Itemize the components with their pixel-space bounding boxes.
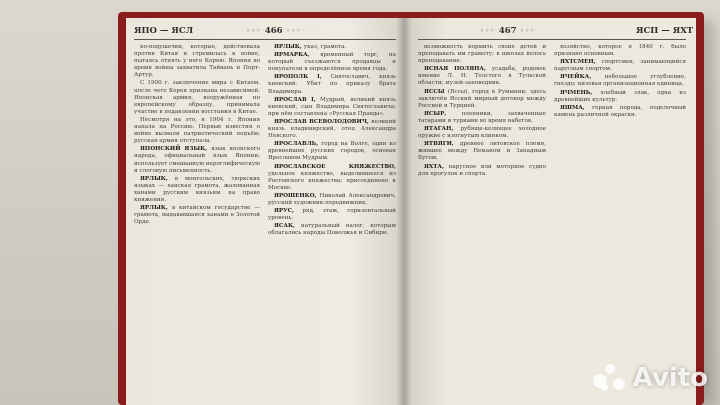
entry-term: ЯХТСМЕН,	[560, 59, 602, 66]
dictionary-entry	[418, 126, 546, 140]
entry-text: усадьба, родовое имение Л. Н. Толстого в Тульской области; музей-заповедник.	[418, 66, 546, 87]
dictionary-entry	[418, 44, 546, 65]
right-page-column-2	[554, 44, 686, 405]
dictionary-entry	[268, 44, 396, 51]
entry-text: ко-подушечки, которые, действовала против Китая и стремилась к войне, пытаясь отнять у него Корею. Япония во время войны захватила Тайвань и Порт-Артур.	[134, 44, 260, 79]
entry-text: пленники, захваченные татарами и турками во время набегов.	[418, 110, 546, 124]
entry-text: натуральный налог, которым облагались народы Поволжья и Сибири.	[268, 223, 396, 237]
right-page	[404, 18, 696, 405]
entry-term: ЯТВЯГИ,	[424, 141, 460, 148]
entry-text: парусное или моторное судно для прогулок и спорта.	[418, 163, 546, 177]
entry-text: древнее литовское племя, жившее между Неманом и Западным Бугом.	[418, 141, 546, 162]
entry-text: указ, грамота.	[303, 44, 347, 50]
dictionary-entry	[418, 141, 546, 162]
entry-text: великий князь владимирский, отец Александра Невского.	[268, 118, 396, 140]
entry-text: в монгольских, тюркских языках — ханская грамота, жалованная ханами русским князьям на право княжения.	[134, 175, 260, 203]
left-page-number: ◦◦◦ 466 ◦◦◦	[246, 26, 302, 36]
entry-text: удельное княжество, выделившееся из Ростовского княжества; присоединено к Москве.	[268, 170, 396, 191]
dictionary-entry	[418, 66, 546, 87]
left-page-header: ЯПО — ЯСЛ	[134, 26, 194, 36]
dictionary-entry	[418, 111, 546, 125]
right-page-number: ◦◦◦ 467 ◦◦◦	[480, 26, 536, 36]
ornament-icon: ◦◦◦	[246, 26, 265, 35]
entry-text: С 1900 г. заключение мира с Китаем, после чего Корея признана независимой. Японская армия, вооружённая по европейскому образцу, принимала участие в подавлении восстания в Китае.	[134, 80, 260, 115]
entry-term: ЯРОПОЛК I,	[274, 74, 331, 81]
entry-text: ряд, этаж, горизонтальный уровень.	[268, 208, 396, 222]
dictionary-entry	[268, 223, 396, 237]
dictionary-entry	[554, 59, 686, 73]
left-page-column-2	[268, 44, 396, 405]
header-rule	[134, 39, 396, 40]
dictionary-entry	[134, 117, 260, 145]
entry-term: ЯПОНСКИЙ ЯЗЫК,	[140, 146, 212, 153]
dictionary-entry	[268, 119, 396, 140]
dictionary-entry	[554, 74, 686, 88]
dictionary-entry	[554, 105, 686, 119]
entry-text: Несмотря на это, в 1904 г. Япония напала на Россию. Первые известия о войне вызвали патриотический подъём; русская армия отступала.	[134, 116, 260, 145]
entry-text: Николай Александрович, русский художник-передвижник.	[268, 192, 396, 206]
entry-term: ЯРОСЛАВ ВСЕВОЛОДОВИЧ,	[274, 118, 372, 125]
entry-term: ЯЧМЕНЬ,	[560, 89, 601, 96]
entry-text: (Яссы), город в Румынии; здесь заключён Ясский мирный договор между Россией и Турцией.	[418, 88, 546, 109]
entry-term: ЯРОСЛАВЛЬ,	[274, 141, 322, 148]
dictionary-entry	[268, 141, 396, 162]
dictionary-entry	[268, 97, 396, 118]
avito-logo-icon	[593, 364, 627, 392]
entry-text: временный торг, на который съезжаются продавцы и покупатели в определённое время года.	[268, 52, 396, 73]
dictionary-entry	[268, 74, 396, 95]
entry-term: ЯРЛЫК,	[140, 205, 172, 212]
header-rule	[418, 39, 686, 40]
right-page-column-1	[418, 44, 546, 405]
dictionary-entry	[268, 164, 396, 192]
entry-text: Мудрый, великий князь киевский, сын Владимира Святославича; при нём составлена «Русская Правда».	[268, 96, 396, 117]
dictionary-entry	[134, 176, 260, 204]
left-page-column-1	[134, 44, 260, 405]
entry-text: возможность кормить своих детей и преподавать им грамоту; в школах велось преподавание.	[418, 44, 546, 65]
dictionary-entry	[134, 80, 260, 115]
dictionary-entry	[418, 164, 546, 178]
entry-term: ЯРМАРКА,	[274, 52, 321, 59]
book-gutter	[396, 18, 412, 405]
entry-text: спортсмен, занимающийся парусным спортом.	[554, 59, 686, 73]
entry-term: ЯТАГАН,	[424, 126, 461, 133]
dictionary-entry	[554, 90, 686, 104]
entry-term: ЯРЛЫК,	[274, 44, 304, 50]
ornament-icon: ◦◦◦	[282, 26, 302, 35]
entry-text: язык японского народа, официальный язык Японии; использует смешанную иероглифическую и слоговую письменность.	[134, 146, 260, 174]
ornament-icon: ◦◦◦	[516, 26, 536, 35]
entry-term: ЯРОСЛАВСКОЕ КНЯЖЕСТВО,	[274, 163, 396, 170]
left-page	[126, 18, 404, 405]
entry-term: ЯРОСЛАВ I,	[274, 96, 321, 103]
entry-text: хозяйство, которое в 1840 г. было признано основным.	[554, 44, 686, 58]
entry-text: небольшое углубление, гнездо; низовая организационная единица.	[554, 74, 686, 88]
dictionary-entry	[554, 44, 686, 58]
dictionary-entry	[268, 52, 396, 73]
entry-term: ЯСЫР,	[424, 110, 462, 117]
entry-text: город на Волге, один из древнейших русских городов, основан Ярославом Мудрым.	[268, 141, 396, 162]
entry-term: ЯССЫ	[424, 88, 448, 95]
entry-term: ЯХТА,	[424, 163, 449, 170]
entry-term: ЯШМА,	[560, 104, 593, 111]
dictionary-entry	[268, 208, 396, 222]
entry-term: ЯРОШЕНКО,	[274, 192, 320, 199]
entry-term: ЯРЛЫК,	[140, 175, 175, 182]
entry-term: ЯРУС,	[274, 208, 303, 215]
entry-text: Святославич, князь киевский. Убит по приказу брата Владимира.	[268, 74, 396, 95]
watermark-text: Avito	[632, 363, 708, 393]
dictionary-entry	[134, 205, 260, 226]
entry-term: ЯСНАЯ ПОЛЯНА,	[424, 66, 492, 73]
dictionary-entry	[268, 193, 396, 207]
dictionary-entry	[418, 89, 546, 110]
entry-text: рубяще-колющее холодное оружие с изогнутым клинком.	[418, 126, 546, 140]
dictionary-entry	[134, 146, 260, 174]
entry-term: ЯСАК,	[274, 223, 301, 230]
avito-watermark	[593, 363, 708, 393]
entry-text: в китайском государстве — грамота, выдававшаяся ханами в Золотой Орде.	[134, 205, 260, 226]
dictionary-entry	[134, 44, 260, 79]
ornament-icon: ◦◦◦	[480, 26, 499, 35]
entry-text: горная порода, поделочный камень различной окраски.	[554, 104, 686, 118]
entry-text: хлебный злак, одна из древнейших культур.	[554, 89, 686, 103]
entry-term: ЯЧЕЙКА,	[560, 74, 605, 81]
right-page-header: ЯСП — ЯХТ	[636, 26, 694, 36]
